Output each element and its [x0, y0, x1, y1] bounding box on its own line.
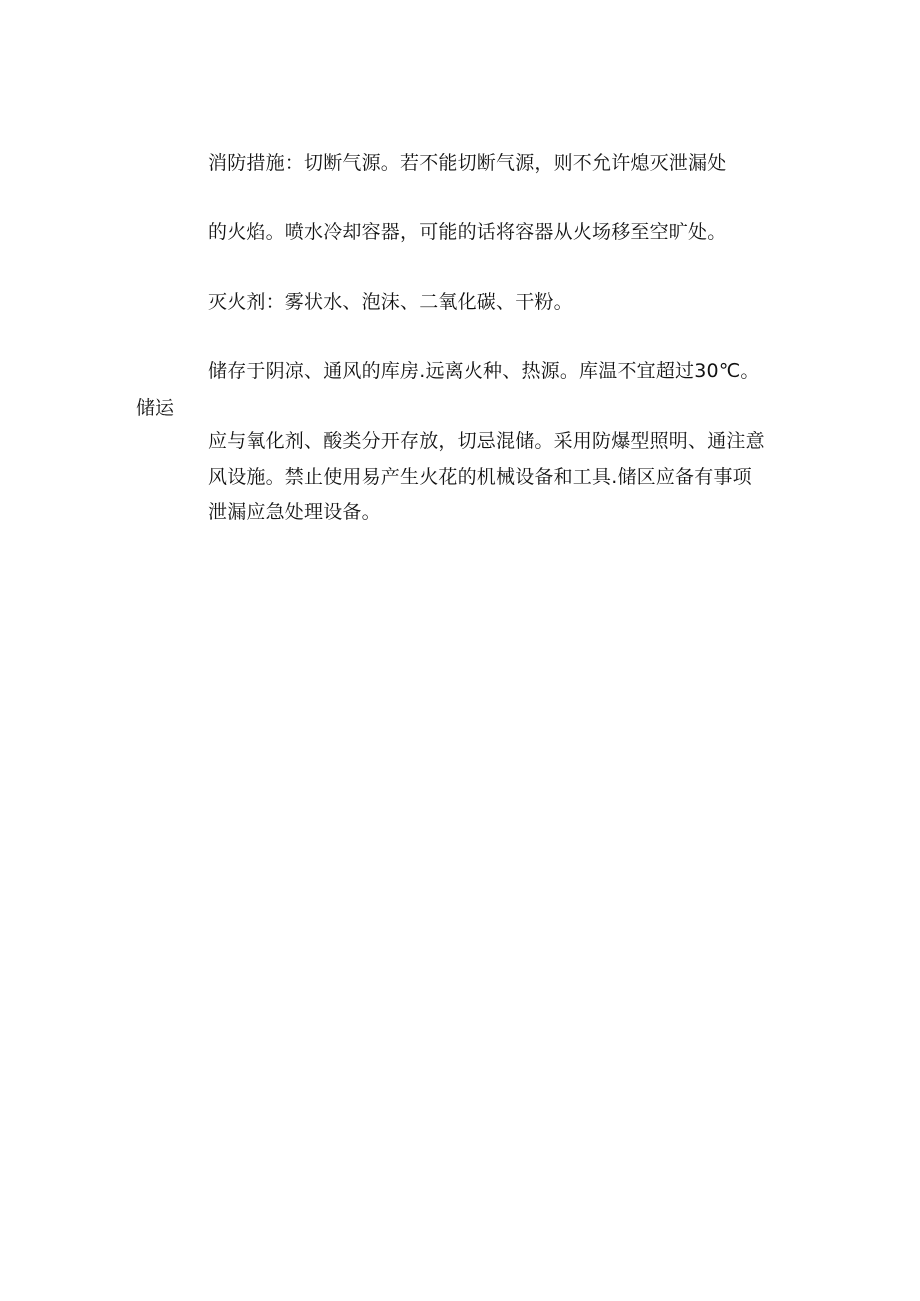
storage-line-2: 应与氧化剂、酸类分开存放，切忌混储。采用防爆型照明、通注意 — [208, 430, 765, 452]
fire-measures-line-2: 的火焰。喷水冷却容器，可能的话将容器从火场移至空旷处。 — [208, 221, 727, 243]
storage-section-label: 储运 — [136, 397, 175, 419]
fire-measures-line-1: 消防措施：切断气源。若不能切断气源，则不允许熄灭泄漏处 — [208, 152, 727, 174]
storage-line-3: 风设施。禁止使用易产生火花的机械设备和工具.储区应备有事项 — [208, 466, 752, 488]
storage-line-4: 泄漏应急处理设备。 — [208, 501, 381, 523]
extinguishing-agents-line: 灭火剂：雾状水、泡沫、二氧化碳、干粉。 — [208, 291, 573, 313]
storage-line-1: 储存于阴凉、通风的库房.远离火种、热源。库温不宜超过30℃。 — [208, 360, 760, 382]
